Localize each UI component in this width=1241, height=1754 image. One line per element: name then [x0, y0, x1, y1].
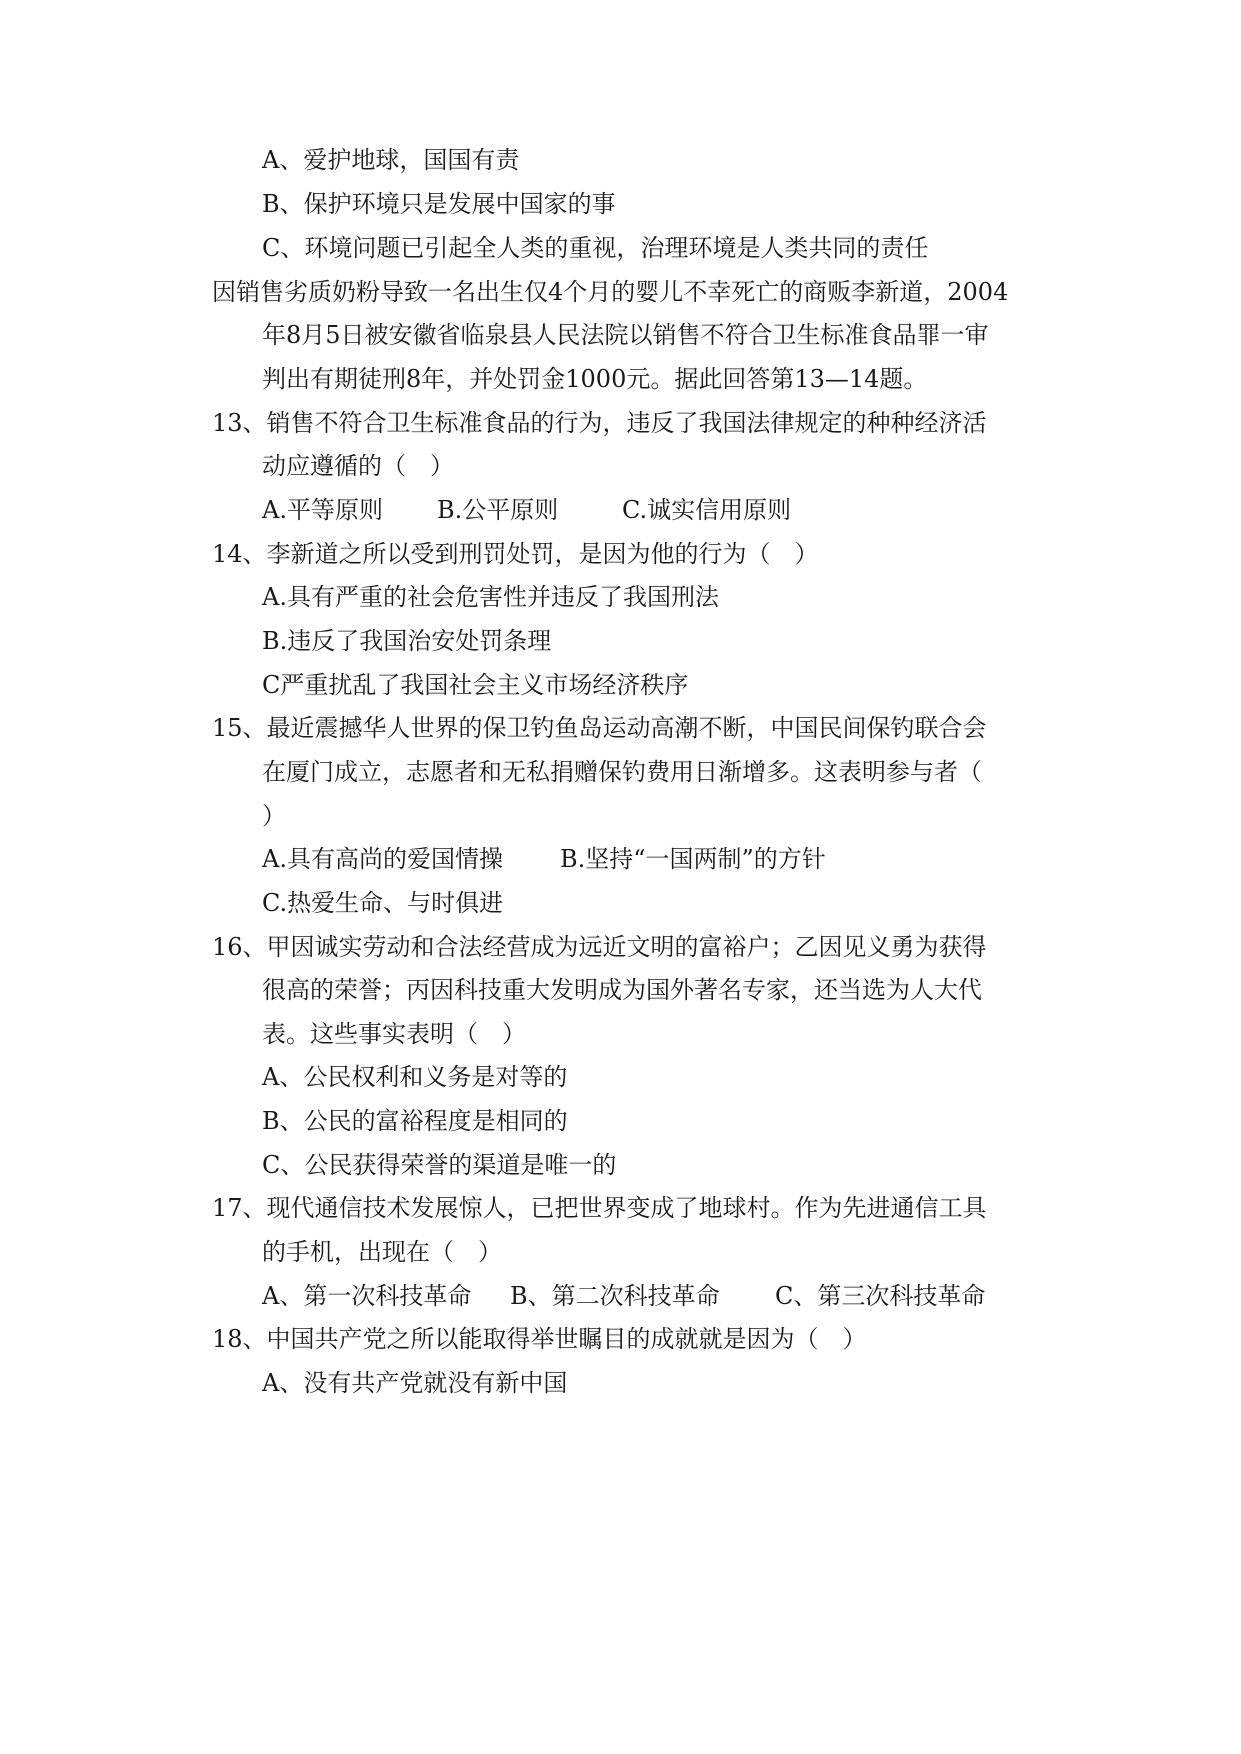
- option-line: A.具有严重的社会危害性并违反了我国刑法: [262, 583, 719, 611]
- option-line: A、公民权利和义务是对等的: [262, 1063, 568, 1091]
- option-c: C.诚实信用原则: [622, 496, 792, 524]
- question-line: ）: [262, 802, 286, 830]
- passage-line: 因销售劣质奶粉导致一名出生仅4个月的婴儿不幸死亡的商贩李新道，2004: [212, 278, 1009, 306]
- option-a: A.具有高尚的爱国情操: [262, 845, 503, 873]
- question-16: 16、甲因诚实劳动和合法经营成为远近文明的富裕户；乙因见义勇为获得: [212, 933, 987, 961]
- option-line: C、公民获得荣誉的渠道是唯一的: [262, 1151, 617, 1179]
- option-a: A、第一次科技革命: [262, 1282, 472, 1310]
- question-line: 的手机，出现在（ ）: [262, 1238, 502, 1266]
- passage-line: 年8月5日被安徽省临泉县人民法院以销售不符合卫生标准食品罪一审: [262, 321, 989, 349]
- question-line: 在厦门成立，志愿者和无私捐赠保钓费用日渐增多。这表明参与者（: [262, 758, 982, 786]
- question-line: 表。这些事实表明（ ）: [262, 1020, 526, 1048]
- option-line: B、公民的富裕程度是相同的: [262, 1107, 568, 1135]
- option-b: B.公平原则: [437, 496, 559, 524]
- question-15: 15、最近震撼华人世界的保卫钓鱼岛运动高潮不断，中国民间保钓联合会: [212, 714, 987, 742]
- option-a: A.平等原则: [262, 496, 383, 524]
- option-line: C.热爱生命、与时俱进: [262, 889, 504, 917]
- question-14: 14、李新道之所以受到刑罚处罚，是因为他的行为（ ）: [212, 540, 819, 568]
- question-18: 18、中国共产党之所以能取得举世瞩目的成就就是因为（ ）: [212, 1325, 867, 1353]
- question-line: 很高的荣誉；丙因科技重大发明成为国外著名专家，还当选为人大代: [262, 976, 982, 1004]
- option-line: C、环境问题已引起全人类的重视，治理环境是人类共同的责任: [262, 234, 929, 262]
- option-line: A、没有共产党就没有新中国: [262, 1369, 568, 1397]
- option-line: A、爱护地球，国国有责: [262, 146, 520, 174]
- question-13: 13、销售不符合卫生标准食品的行为，违反了我国法律规定的种种经济活: [212, 409, 987, 437]
- option-line: B、保护环境只是发展中国家的事: [262, 190, 616, 218]
- option-b: B.坚持“一国两制”的方针: [560, 845, 826, 873]
- question-17: 17、现代通信技术发展惊人，已把世界变成了地球村。作为先进通信工具: [212, 1194, 987, 1222]
- option-b: B、第二次科技革命: [510, 1282, 720, 1310]
- passage-line: 判出有期徒刑8年，并处罚金1000元。据此回答第13—14题。: [262, 365, 928, 393]
- option-line: C严重扰乱了我国社会主义市场经济秩序: [262, 671, 689, 699]
- option-c: C、第三次科技革命: [775, 1282, 986, 1310]
- question-line: 动应遵循的（ ）: [262, 452, 454, 480]
- option-line: B.违反了我国治安处罚条理: [262, 627, 552, 655]
